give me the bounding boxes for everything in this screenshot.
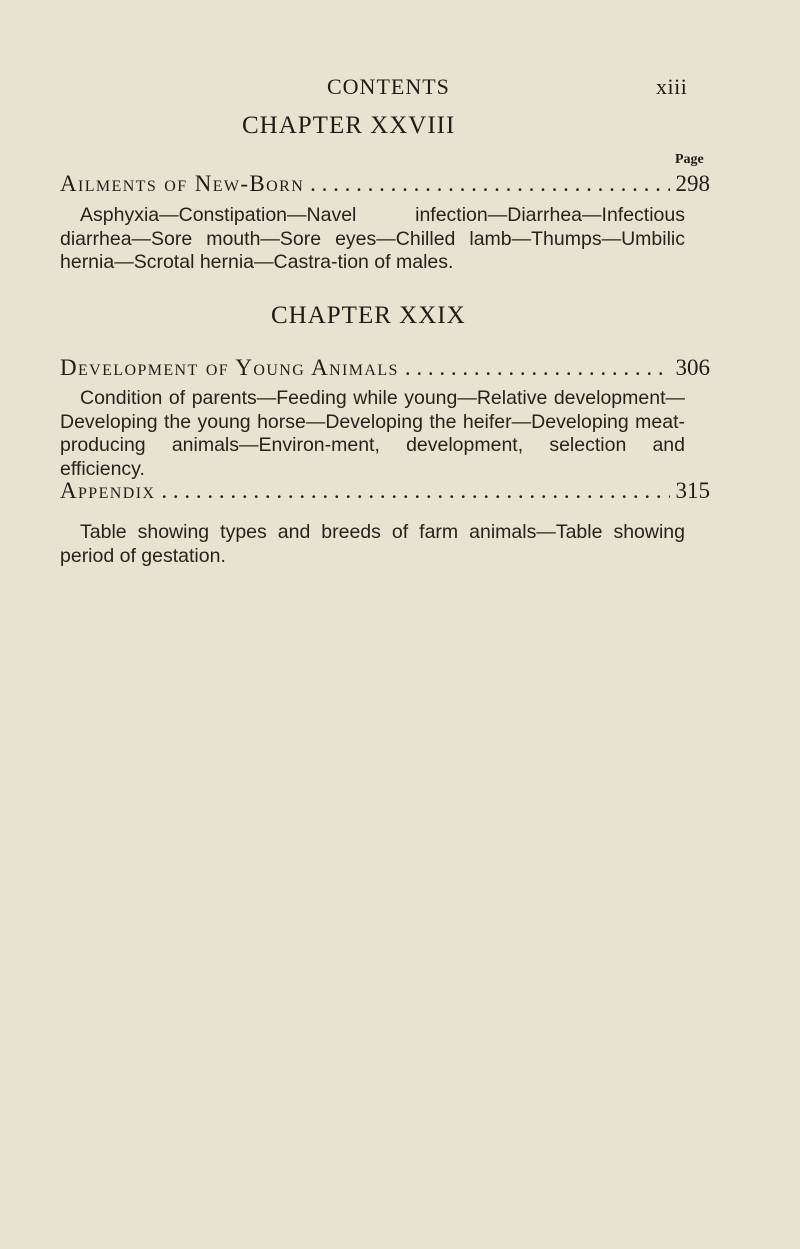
chapter-heading: CHAPTER XXVIII: [242, 112, 456, 139]
page-column-label: Page: [675, 152, 704, 167]
chapter-description: Condition of parents—Feeding while young—Relative development—Developing the young horse—Developing the heifer—Developing meat-producing animals—Environ-ment, development, selection and efficiency.: [60, 387, 685, 481]
toc-entry-page: 298: [675, 171, 710, 196]
appendix-description: Table showing types and breeds of farm animals—Table showing period of gestation.: [60, 521, 685, 567]
toc-entry-title: Ailments of New-Born: [60, 171, 305, 196]
toc-entry-appendix: [60, 478, 710, 504]
chapter-heading: CHAPTER XXIX: [271, 302, 466, 329]
chapter-description: Asphyxia—Constipation—Navel infection—Diarrhea—Infectious diarrhea—Sore mouth—Sore eyes—Chilled lamb—Thumps—Umbilic hernia—Scrotal hernia—Castra-tion of males.: [60, 204, 685, 274]
toc-entry-title: Appendix: [60, 478, 156, 503]
toc-entry-page: 306: [675, 355, 710, 380]
toc-entry: [60, 171, 710, 197]
dot-leader: [399, 355, 670, 381]
running-head-page-number: xiii: [656, 74, 688, 99]
dot-leader: [304, 171, 669, 197]
toc-entry-title: Development of Young Animals: [60, 355, 399, 380]
toc-entry: [60, 355, 710, 381]
dot-leader: [155, 478, 669, 504]
toc-entry-page: 315: [675, 478, 710, 503]
running-head-title: CONTENTS: [327, 74, 450, 99]
